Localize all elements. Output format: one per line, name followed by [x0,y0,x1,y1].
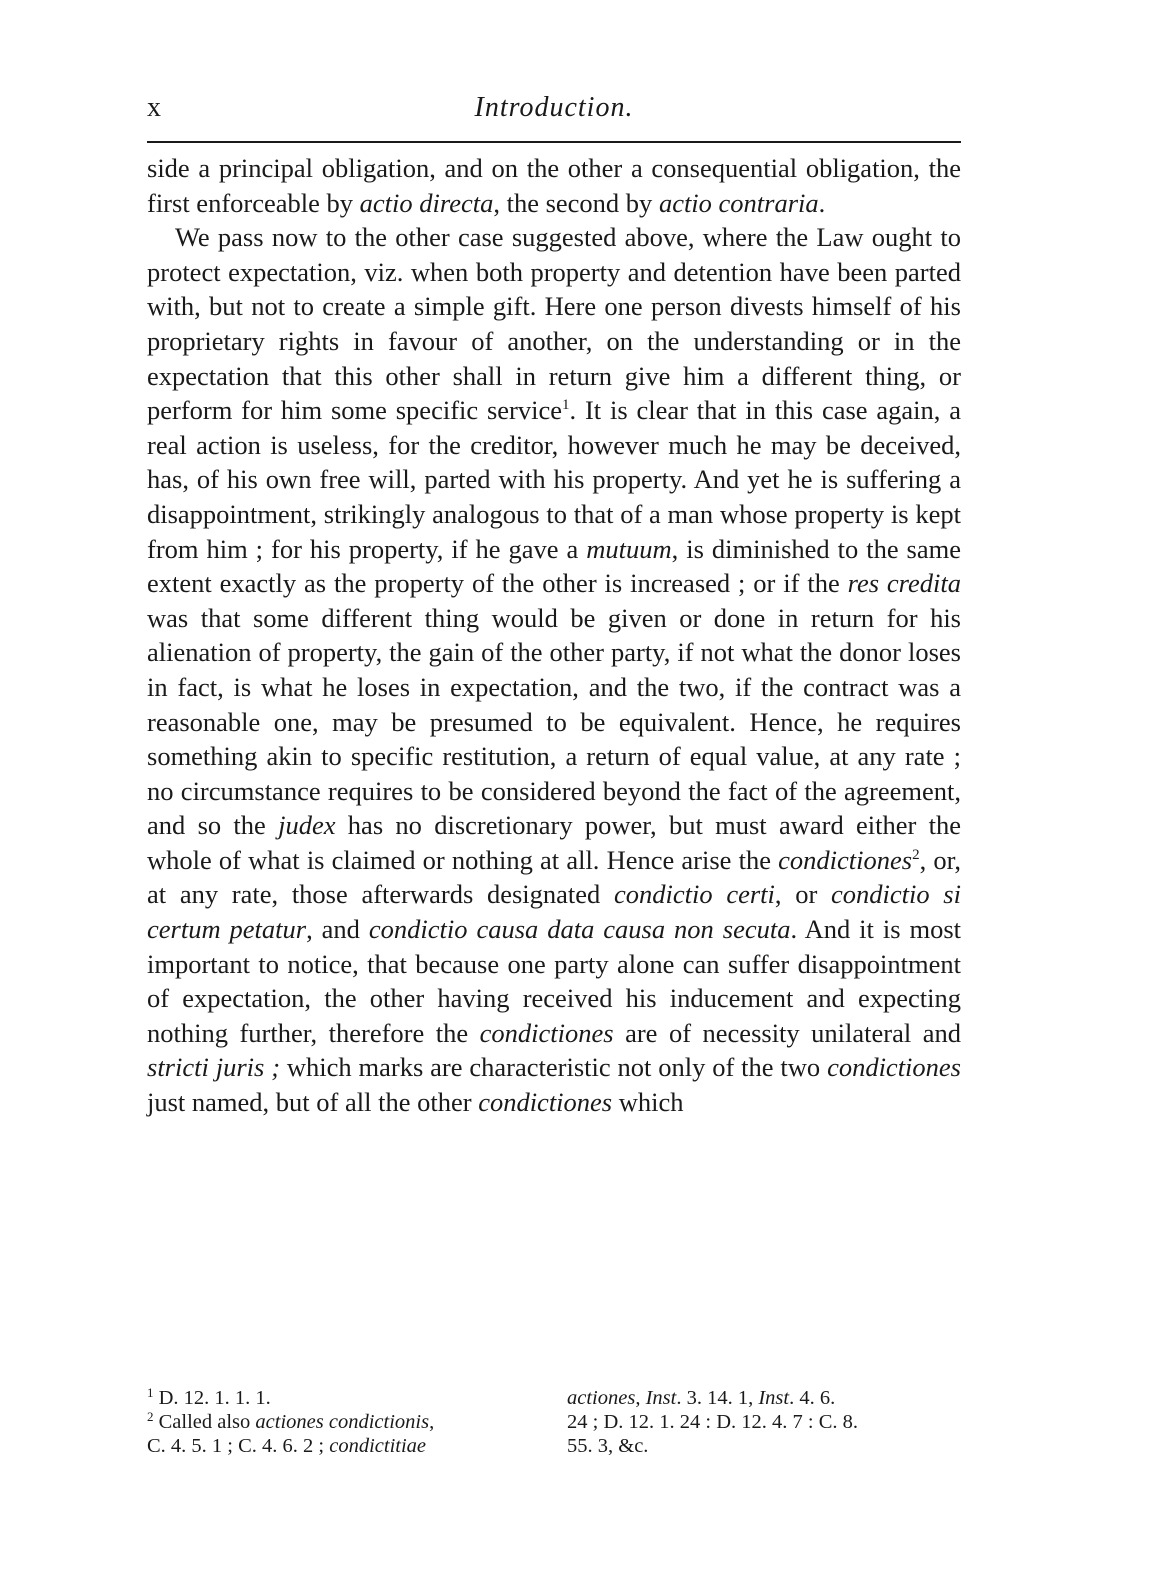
paragraph [147,151,961,220]
italic-text: actiones condictionis [255,1411,430,1433]
text-run: , or [774,879,831,910]
italic-text: condictiones [478,1087,613,1118]
footnote-column-left [147,1386,535,1458]
italic-text: Inst [758,1387,790,1409]
italic-text: Inst [645,1387,677,1409]
text-run: , [635,1387,646,1409]
text-run: . 4. 6. [789,1387,836,1409]
text-run: which [612,1087,684,1118]
italic-text: mutuum [586,533,672,564]
italic-text: condictiones [479,1017,614,1048]
text-run: . [818,187,826,218]
footnote-marker: 2 [912,846,920,863]
text-run: , and [306,914,369,945]
text-run: are of necessity unilateral and [613,1017,961,1048]
text-run: , the second by [493,187,659,218]
paragraph [147,220,961,1119]
footnote-marker: 2 [147,1409,154,1424]
page-number: x [147,92,162,123]
page-title: Introduction. [474,92,634,123]
text-run: just named, but of all the other [147,1087,479,1118]
text-run: D. 12. 1. 1. 1. [153,1387,271,1409]
text-run: has no discretionary power, but must award either the whole of what is claimed or nothing at all. Hence arise the [147,810,961,875]
italic-text: judex [278,810,336,841]
text-run: . It is clear that in this case again, a real action is useless, for the creditor, however much he may be deceived, has, of his own free will, parted with his property. And yet he is suffering a disappointment, strikingly analogous to that of a man whose property is kept from him ; for his property, if he gave a [147,395,961,564]
text-run: 24 ; D. 12. 1. 24 : D. 12. 4. 7 : C. 8. [567,1411,858,1433]
footnote-line [147,1386,535,1410]
footnote-line [147,1410,535,1434]
text-run: , [429,1411,435,1433]
italic-text: condictio si certum petatur [147,879,961,945]
text-run: , is diminished to the same extent exactly as the property of the other is increased ; or if the [147,533,962,599]
italic-text: condictiones [778,844,913,875]
text-run: . And it is most important to notice, that because one party alone can suffer disappointment of expectation, the other having received his inducement and expecting nothing further, therefore the [147,914,962,1048]
running-head [147,92,961,132]
italic-text: stricti juris ; [147,1052,281,1083]
italic-text: actio directa [359,187,494,218]
footnote-line [567,1410,961,1434]
body-text [147,151,961,1120]
italic-text: condictio causa data causa non secuta [368,914,791,945]
italic-text: condictio certi [614,879,775,910]
italic-text: condictitiae [329,1435,427,1457]
italic-text: res credita [847,568,962,599]
footnote-line [567,1386,961,1410]
text-run: 55. 3, &c. [567,1435,649,1457]
text-run: which marks are characteristic not only of the two [280,1052,828,1083]
text-run: side a principal obligation, and on the other a consequential obligation, the first enforceable by [147,153,961,218]
footnote-marker: 1 [562,397,570,414]
footnote-line [147,1434,535,1458]
italic-text: actio contraria [658,187,819,218]
footnote-column-right [567,1386,961,1458]
italic-text: condictiones [827,1052,961,1083]
text-run: We pass now to the other case suggested above, where the Law ought to protect expectation, viz. when both property and detention have been parted with, but not to create a simple gift. Here one person divests himself of his proprietary rights in favour of another, on the understanding or in the expectation that this other shall in return give him a different thing, or perform for him some specific service [147,222,961,426]
footnote-line [567,1434,961,1458]
header-rule [147,141,961,143]
text-run: . 3. 14. 1, [676,1387,759,1409]
footnote-marker: 1 [147,1385,154,1400]
text-run: was that some different thing would be given or done in return for his alienation of property, the gain of the other party, if not what the donor loses in fact, is what he loses in expectation, and the two, if the contract was a reasonable one, may be presumed to be equivalent. Hence, he requires something akin to specific restitution, a return of equal value, at any rate ; no circumstance requires to be considered beyond the fact of the agreement, and so the [147,602,961,841]
text-run: Called also [153,1411,256,1433]
text-run: , or, at any rate, those afterwards designated [147,844,961,910]
text-run: C. 4. 5. 1 ; C. 4. 6. 2 ; [147,1435,330,1457]
italic-text: actiones [567,1387,636,1409]
